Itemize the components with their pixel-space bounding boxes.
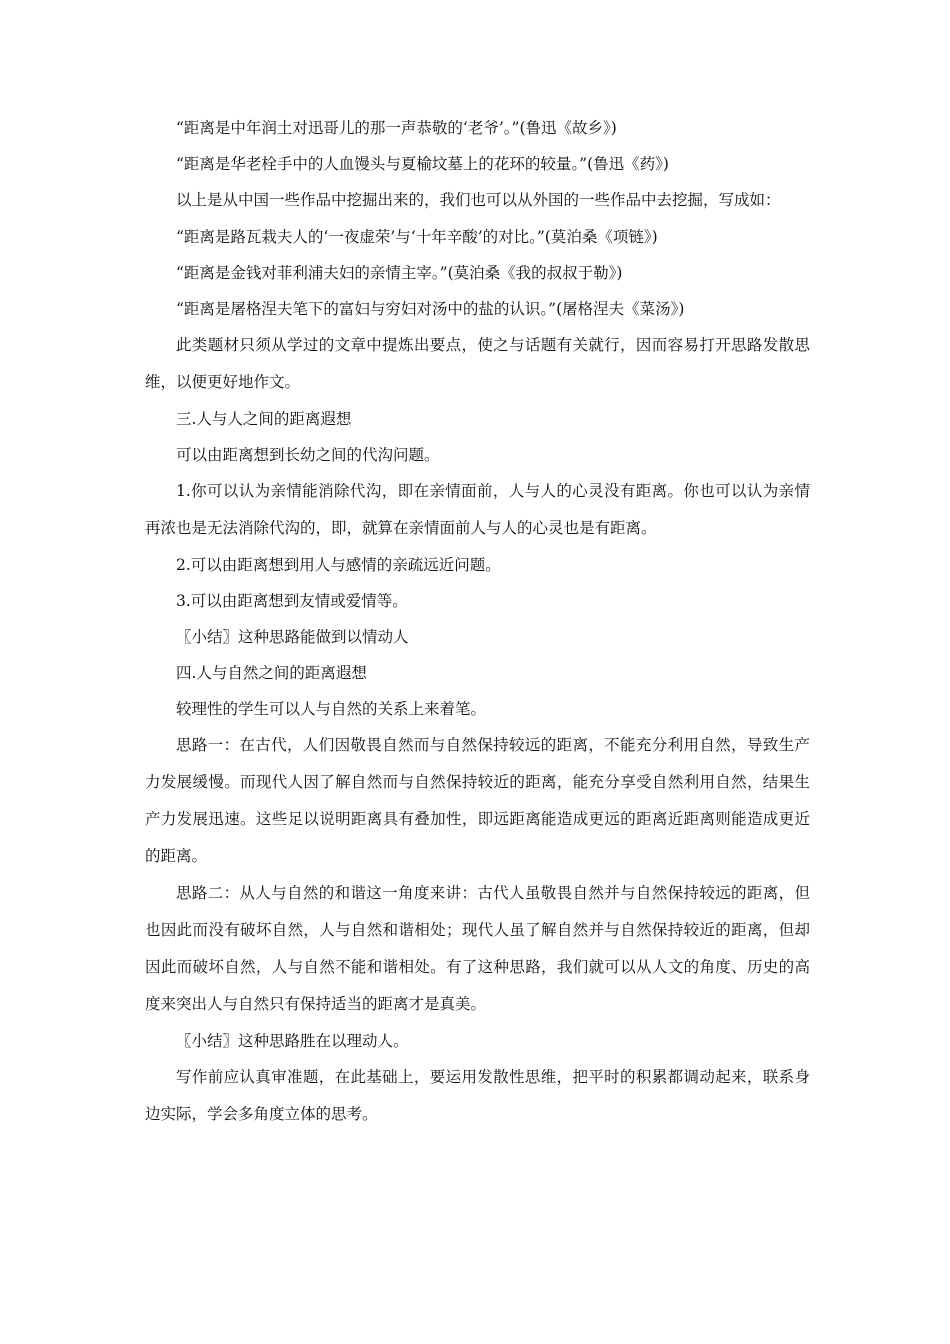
section-heading-3: 三.人与人之间的距离遐想 bbox=[176, 410, 352, 428]
paragraph-rational-students: 较理性的学生可以人与自然的关系上来着笔。 bbox=[176, 700, 487, 718]
quote-yao: “距离是华老栓手中的人血馒头与夏榆坟墓上的花环的较量。”(鲁迅《药》) bbox=[176, 155, 669, 173]
summary-reason: 〖小结〗这种思路胜在以理动人。 bbox=[176, 1032, 409, 1050]
paragraph-generation-gap: 可以由距离想到长幼之间的代沟问题。 bbox=[176, 446, 440, 464]
paragraph-approach-1: 思路一：在古代，人们因敬畏自然而与自然保持较远的距离，不能充分利用自然，导致生产力发展缓慢。而现代人因了解自然而与自然保持较近的距离，能充分享受自然利用自然，结果生产力发展迅速。这些足以说明距离具有叠加性，即远距离能造成更远的距离近距离则能造成更近的距离。 bbox=[145, 736, 810, 865]
paragraph-approach-2: 思路二：从人与自然的和谐这一角度来讲：古代人虽敬畏自然并与自然保持较远的距离，但也因此而没有破坏自然，人与自然和谐相处；现代人虽了解自然并与自然保持较近的距离，但却因此而破坏自然，人与自然不能和谐相处。有了这种思路，我们就可以从人文的角度、历史的高度来突出人与自然只有保持适当的距离才是真美。 bbox=[145, 884, 810, 1013]
summary-emotion: 〖小结〗这种思路能做到以情动人 bbox=[176, 628, 409, 646]
list-item-2: 2.可以由距离想到用人与感情的亲疏远近问题。 bbox=[176, 556, 501, 574]
quote-guxiang: “距离是中年润土对迅哥儿的那一声恭敬的‘老爷’。”(鲁迅《故乡》) bbox=[176, 119, 617, 137]
section-heading-4: 四.人与自然之间的距离遐想 bbox=[176, 664, 367, 682]
paragraph-foreign-works: 以上是从中国一些作品中挖掘出来的，我们也可以从外国的一些作品中去挖掘，写成如： bbox=[176, 191, 781, 209]
quote-xianglian: “距离是路瓦栽夫人的‘一夜虚荣’与‘十年辛酸’的对比。”(莫泊桑《项链》) bbox=[176, 228, 658, 246]
quote-shushu-yule: “距离是金钱对菲利浦夫妇的亲情主宰。”(莫泊桑《我的叔叔于勒》) bbox=[176, 264, 623, 282]
paragraph-writing-advice: 写作前应认真审准题，在此基础上，要运用发散性思维，把平时的积累都调动起来，联系身边实际，学会多角度立体的思考。 bbox=[145, 1068, 810, 1123]
document-body bbox=[145, 116, 810, 1139]
list-item-3: 3.可以由距离想到友情或爱情等。 bbox=[176, 592, 408, 610]
list-item-1: 1.你可以认为亲情能消除代沟，即在亲情面前，人与人的心灵没有距离。你也可以认为亲情再浓也是无法消除代沟的，即，就算在亲情面前人与人的心灵也是有距离。 bbox=[145, 482, 810, 537]
paragraph-material-tip: 此类题材只须从学过的文章中提炼出要点，使之与话题有关就行，因而容易打开思路发散思维，以便更好地作文。 bbox=[145, 336, 810, 391]
quote-caitang: “距离是屠格涅夫笔下的富妇与穷妇对汤中的盐的认识。”(屠格涅夫《菜汤》) bbox=[176, 300, 685, 318]
